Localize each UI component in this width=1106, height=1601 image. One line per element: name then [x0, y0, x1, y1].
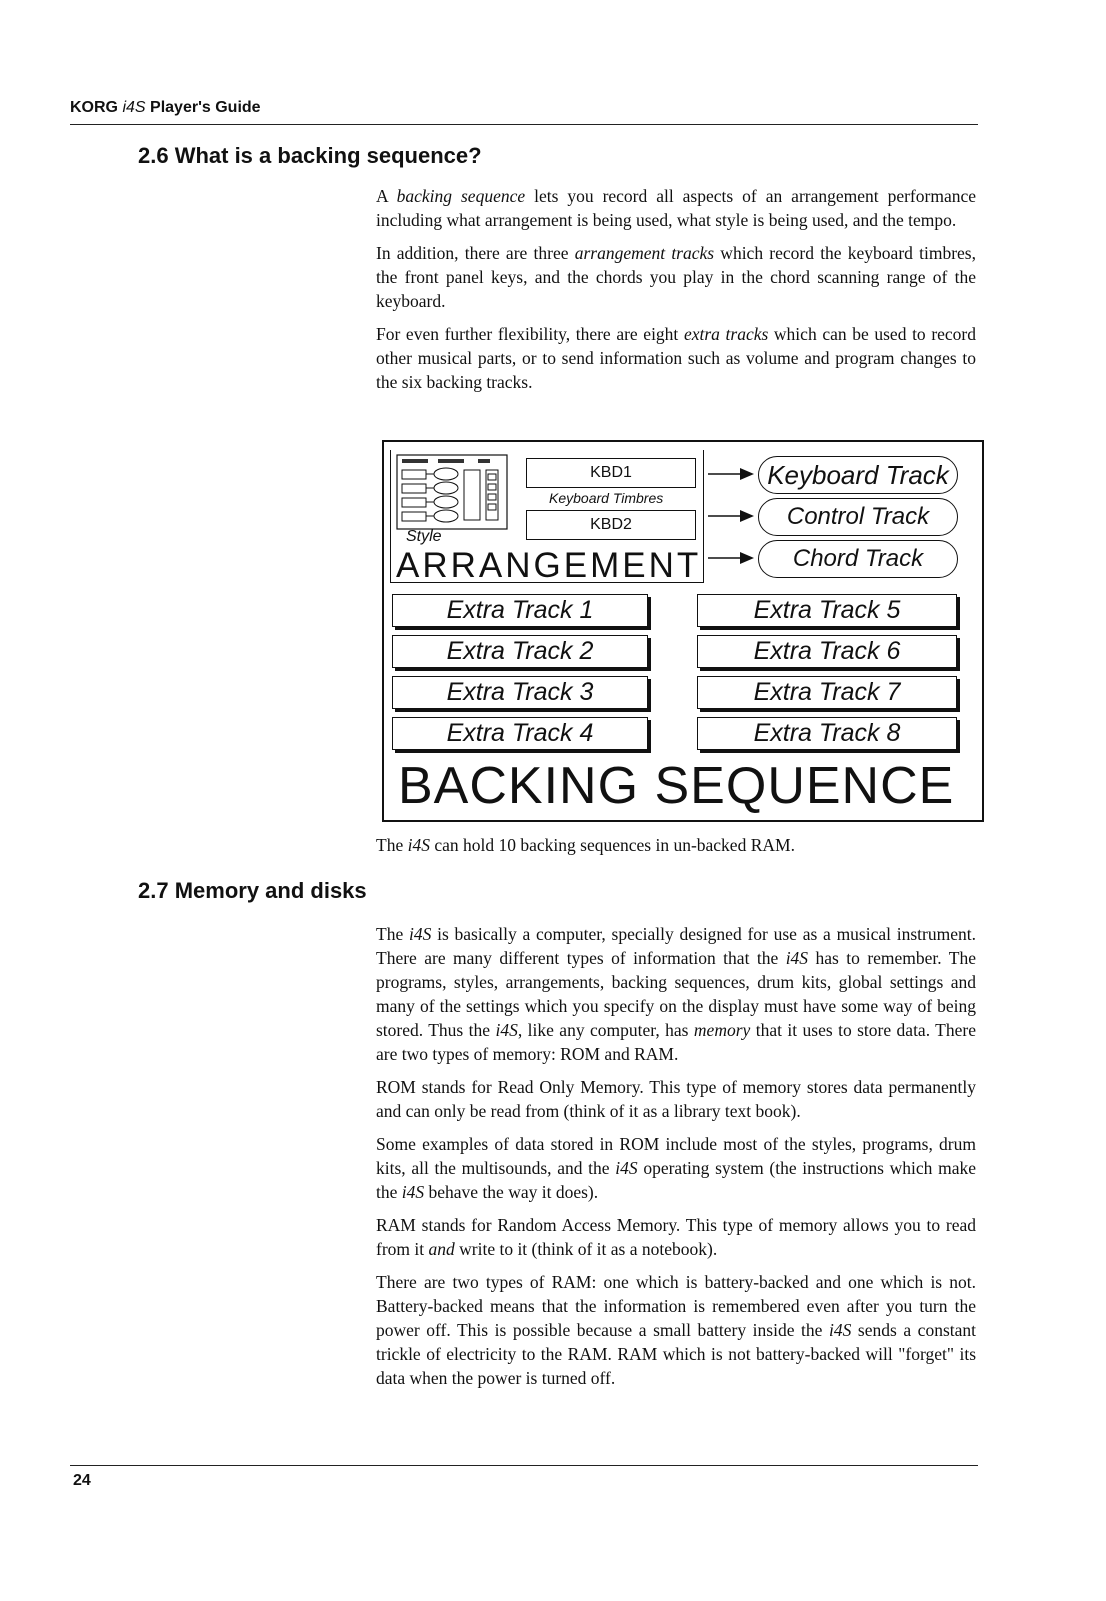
- paragraph: In addition, there are three arrangement tracks which record the keyboard timbres, the front panel keys, and the chords you play in the chord scanning range of the keyboard.: [376, 243, 976, 311]
- diagram-caption: The i4S can hold 10 backing sequences in un-backed RAM.: [376, 835, 795, 855]
- extra-track-box: Extra Track 4: [392, 717, 648, 750]
- extra-track-box: Extra Track 1: [392, 594, 648, 627]
- paragraph: The i4S is basically a computer, specially designed for use as a musical instrument. There are many different types of information that the i4S has to remember. The programs, styles, arrangements, backing sequences, drum kits, global settings and many of the settings which you specify on the display must have some way of being stored. Thus the i4S, like any computer, has memory that it uses to store data. There are two types of memory: ROM and RAM.: [376, 924, 976, 1064]
- guide-title: Player's Guide: [150, 99, 261, 116]
- style-label: Style: [406, 528, 442, 545]
- keyboard-track-oval: Keyboard Track: [758, 456, 958, 494]
- kbd1-box: KBD1: [526, 458, 696, 488]
- section-title-2-7: 2.7 Memory and disks: [138, 878, 367, 903]
- header-rule: [70, 124, 978, 125]
- extra-track-box: Extra Track 5: [697, 594, 957, 627]
- footer-rule: [70, 1465, 978, 1466]
- paragraph: There are two types of RAM: one which is battery-backed and one which is not. Battery-backed means that the information is remembered even after you turn the power off. This is possible because a small battery inside the i4S sends a constant trickle of electricity to the RAM. RAM which is not battery-backed will "forget" its data when the power is turned off.: [376, 1272, 977, 1388]
- keyboard-timbres-label: Keyboard Timbres: [549, 490, 664, 506]
- running-head: [70, 99, 261, 117]
- brand: KORG: [70, 99, 118, 116]
- chord-track-oval: Chord Track: [758, 540, 958, 578]
- paragraph: ROM stands for Read Only Memory. This type of memory stores data permanently and can only be read from (think of it as a library text book).: [376, 1077, 976, 1121]
- model-name: i4S: [122, 99, 146, 116]
- paragraph: Some examples of data stored in ROM include most of the styles, programs, drum kits, all the multisounds, and the i4S operating system (the instructions which make the i4S behave the way it does).: [376, 1134, 977, 1202]
- extra-track-box: Extra Track 3: [392, 676, 648, 709]
- kbd2-box: KBD2: [526, 510, 696, 540]
- page-number: 24: [73, 1472, 91, 1489]
- control-track-oval: Control Track: [758, 498, 958, 536]
- backing-sequence-label: BACKING SEQUENCE: [398, 757, 955, 815]
- extra-track-box: Extra Track 6: [697, 635, 957, 668]
- extra-track-box: Extra Track 2: [392, 635, 648, 668]
- section-body-2-6: [376, 184, 976, 403]
- extra-track-box: Extra Track 8: [697, 717, 957, 750]
- arrow-icons: [704, 462, 764, 572]
- extra-track-box: Extra Track 7: [697, 676, 957, 709]
- paragraph: A backing sequence lets you record all aspects of an arrangement performance including what arrangement is being used, what style is being used, and the tempo.: [376, 186, 976, 230]
- section-title-2-6: 2.6 What is a backing sequence?: [138, 143, 482, 168]
- paragraph: For even further flexibility, there are eight extra tracks which can be used to record other musical parts, or to send information such as volume and program changes to the six backing tracks.: [376, 324, 977, 392]
- section-body-2-7: [376, 922, 976, 1399]
- paragraph: RAM stands for Random Access Memory. This type of memory allows you to read from it and write to it (think of it as a notebook).: [376, 1215, 976, 1259]
- arrangement-label: ARRANGEMENT: [396, 546, 702, 585]
- backing-sequence-diagram: [382, 440, 984, 822]
